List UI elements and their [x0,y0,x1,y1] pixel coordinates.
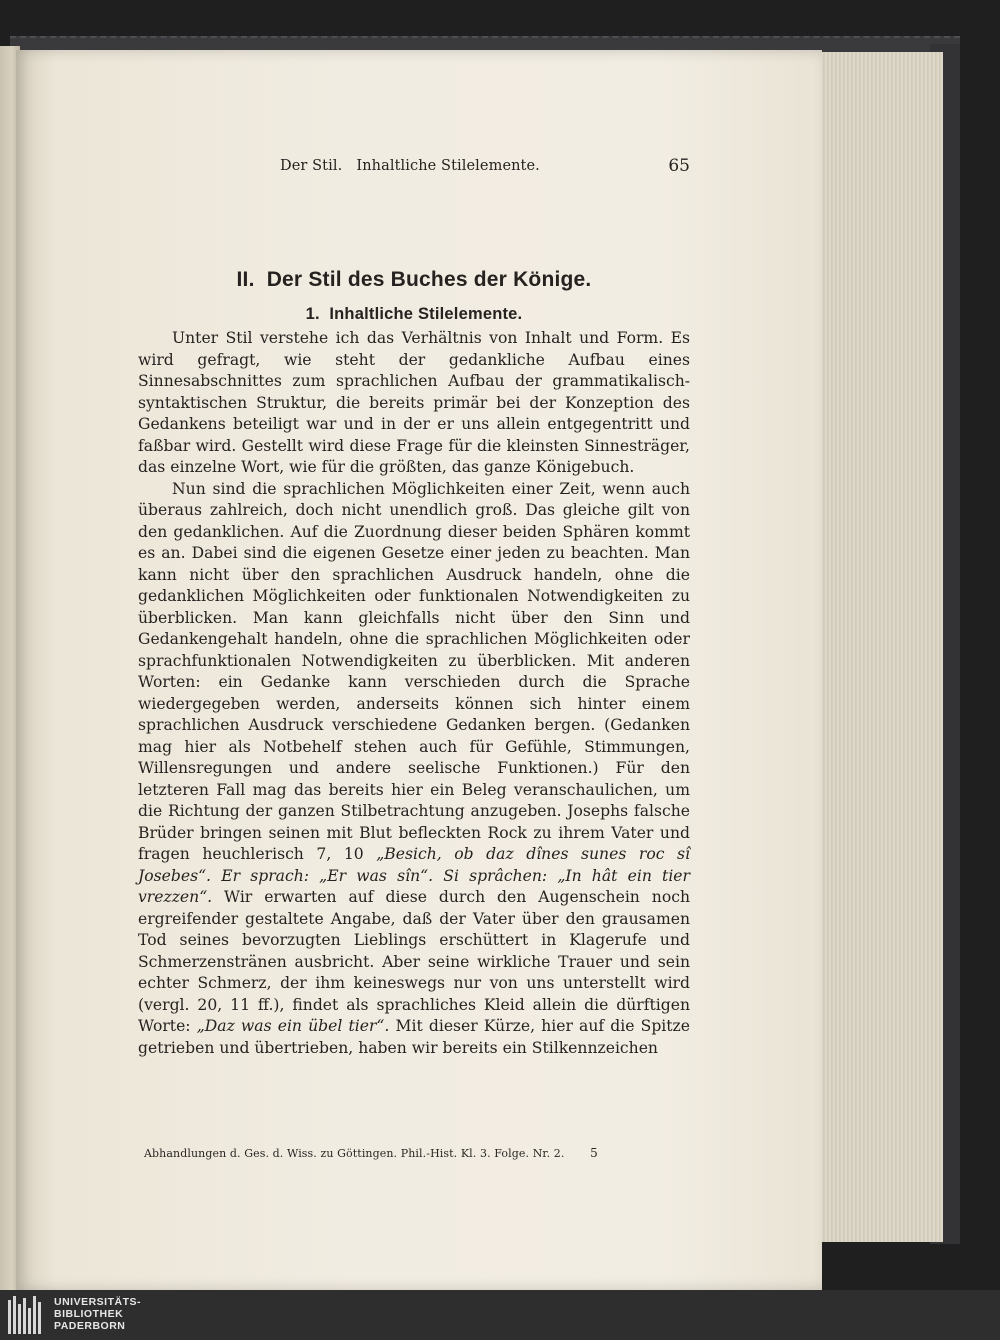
body-text [138,328,690,1059]
quoted-text: „Daz was ein übel tier“. [196,1017,390,1035]
page-content [138,154,690,1059]
paragraph-text: Mit dieser Kürze, hier auf die Spitze getrieben und übertrieben, haben wir bereits ein Stilkennzeichen [138,1017,690,1057]
sheet-number: 5 [590,1146,598,1160]
paragraph-text: Wir erwarten auf diese durch den Augenschein noch ergreifender gestaltete Angabe, daß der Vater über den grausamen Tod seines bevorzugten Lieblings erschüttert in Klagerufe und Schmerzenstränen ausbricht. Aber seine wirkliche Trauer und sein echter Schmerz, der ihm keineswegs nur von uns unterstellt wird (vergl. 20, 11 ff.), findet als sprachliches Kleid allein die dürftigen Worte: [138,888,690,1035]
library-watermark-bar [0,1290,1000,1340]
paragraph [138,479,690,1060]
page-stack-edges [820,52,943,1242]
paragraph [138,328,690,479]
page-number: 65 [668,156,690,176]
paragraph-text: Unter Stil verstehe ich das Verhältnis von Inhalt und Form. Es wird gefragt, wie steht der gedankliche Aufbau eines Sinnesabschnittes zum sprachlichen Aufbau der grammatikalisch-syntaktischen Struktur, die bereits primär bei der Konzeption des Gedankens beteiligt war und in der er uns allein entgegentritt und faßbar wird. Gestellt wird diese Frage für die kleinsten Sinnesträger, das einzelne Wort, wie für die größten, das ganze Königebuch. [138,329,690,476]
library-name-line2: BIBLIOTHEK [54,1308,124,1320]
library-logo-icon [8,1296,46,1334]
book-page [16,50,822,1290]
library-name-line3: PADERBORN [54,1320,126,1332]
library-name-line1: UNIVERSITÄTS- [54,1296,142,1308]
running-head [138,154,690,182]
publication-footer [144,1146,704,1160]
library-name [54,1296,141,1332]
quoted-text: „Besich, ob daz dînes sunes roc sî Josebes“. Er sprach: „Er was sîn“. Si sprâchen: „In hât ein tier vrezzen“. [138,845,690,906]
paragraph-text: Nun sind die sprachlichen Möglichkeiten einer Zeit, wenn auch überaus zahlreich, doch nicht unendlich groß. Das gleiche gilt von den gedanklichen. Auf die Zuordnung dieser beiden Sphären kommt es an. Dabei sind die eigenen Gesetze einer jeden zu beachten. Man kann nicht über den sprachlichen Ausdruck handeln, ohne die gedanklichen Möglichkeiten oder funktionalen Notwendigkeiten zu überblicken. Man kann gleichfalls nicht über den Sinn und Gedankengehalt handeln, ohne die sprachlichen Möglichkeiten oder sprachfunktionalen Notwendigkeiten zu überblicken. Mit anderen Worten: ein Gedanke kann verschieden durch die Sprache wiedergegeben werden, anderseits können sich hinter einem sprachlichen Ausdruck verschiedene Gedanken bergen. (Gedanken mag hier als Notbehelf stehen auch für Gefühle, Stimmungen, Willensregungen und andere seelische Funktionen.) Für den letzteren Fall mag das bereits hier ein Beleg veranschaulichen, um die Richtung der ganzen Stilbetrachtung anzugeben. Josephs falsche Brüder bringen seinen mit Blut befleckten Rock zu ihrem Vater und fragen heuchlerisch 7, 10 [138,479,690,863]
chapter-title: II. Der Stil des Buches der Könige. [236,268,592,291]
publication-line: Abhandlungen d. Ges. d. Wiss. zu Göttingen. Phil.-Hist. Kl. 3. Folge. Nr. 2. [144,1147,565,1160]
section-title: 1. Inhaltliche Stilelemente. [305,305,523,323]
running-title: Der Stil. Inhaltliche Stilelemente. [280,158,540,174]
